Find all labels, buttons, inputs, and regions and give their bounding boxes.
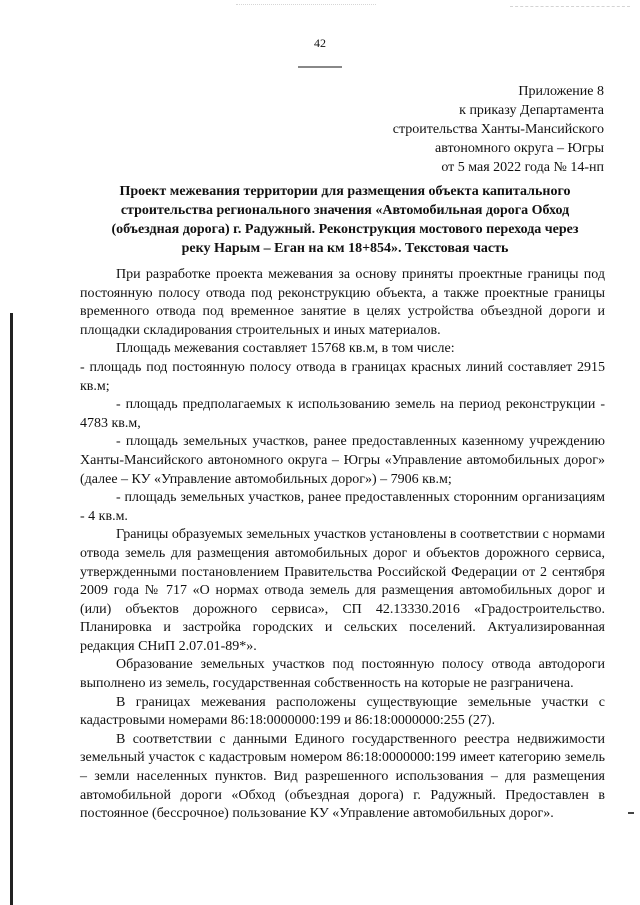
document-body bbox=[80, 266, 605, 824]
paragraph: В соответствии с данными Единого государственного реестра недвижимости земельный участок с кадастровым номером 86:18:0000000:199 имеет категорию земель – земли населенных пунктов. Вид разрешенного использования – для размещения автомобильной дороги «Обход (объездная дорога) г. Радужный. Предоставлен в постоянное (бессрочное) пользование КУ «Управление автомобильных дорог». bbox=[80, 731, 605, 822]
title-line: (объездная дорога) г. Радужный. Реконструкция мостового перехода через bbox=[111, 222, 579, 237]
page-number: 42 bbox=[314, 36, 326, 50]
list-item: - площадь земельных участков, ранее предоставленных сторонним организациям - 4 кв.м. bbox=[80, 490, 605, 524]
appendix-line: автономного округа – Югры bbox=[435, 141, 604, 156]
appendix-line: от 5 мая 2022 года № 14-нп bbox=[441, 160, 604, 175]
paragraph: Границы образуемых земельных участков установлены в соответствии с нормами отвода земель для размещения автомобильных дорог и объектов дорожного сервиса, утвержденными постановлением Правительства Российской Федерации от 2 сентября 2009 года № 717 «О нормах отвода земель для размещения автомобильных дорог и (или) объектов дорожного сервиса», СП 42.13330.2016 «Градостроительство. Планировка и застройка городских и сельских поселений. Актуализированная редакция СНиП 2.07.01-89*». bbox=[80, 527, 605, 654]
signature-mark bbox=[298, 66, 342, 68]
paragraph: В границах межевания расположены существующие земельные участки с кадастровыми номерами 86:18:0000000:199 и 86:18:0000000:255 (27). bbox=[80, 694, 605, 729]
scan-artifact-corner bbox=[510, 6, 630, 13]
scan-artifact-side bbox=[628, 812, 634, 814]
title-line: строительства регионального значения «Автомобильная дорога Обход bbox=[120, 203, 570, 218]
appendix-header bbox=[393, 82, 604, 177]
document-title bbox=[80, 182, 610, 258]
paragraph: Площадь межевания составляет 15768 кв.м, в том числе: bbox=[116, 341, 455, 357]
appendix-line: Приложение 8 bbox=[518, 84, 604, 99]
title-line: Проект межевания территории для размещения объекта капитального bbox=[119, 184, 571, 199]
title-line: реку Нарым – Еган на км 18+854». Текстовая часть bbox=[181, 241, 509, 256]
appendix-line: к приказу Департамента bbox=[459, 103, 604, 118]
paragraph: При разработке проекта межевания за основу приняты проектные границы под постоянную полосу отвода под реконструкцию объекта, а также проектные границы временного отвода под временное занятие в целях устройства объездной дороги и площадки складирования строительных и иных материалов. bbox=[80, 267, 605, 338]
scan-edge-bar bbox=[10, 313, 13, 905]
scan-artifact-top bbox=[236, 4, 376, 11]
list-item: - площадь предполагаемых к использованию земель на период реконструкции - 4783 кв.м, bbox=[80, 397, 605, 431]
list-item: - площадь земельных участков, ранее предоставленных казенному учреждению Ханты-Мансийского автономного округа – Югры «Управление автомобильных дорог» (далее – КУ «Управление автомобильных дорог») – 7906 кв.м; bbox=[80, 434, 605, 487]
appendix-line: строительства Ханты-Мансийского bbox=[392, 122, 604, 137]
list-item: - площадь под постоянную полосу отвода в границах красных линий составляет 2915 кв.м; bbox=[80, 359, 605, 394]
paragraph: Образование земельных участков под постоянную полосу отвода автодороги выполнено из земель, государственная собственность на которые не разграничена. bbox=[80, 657, 605, 692]
